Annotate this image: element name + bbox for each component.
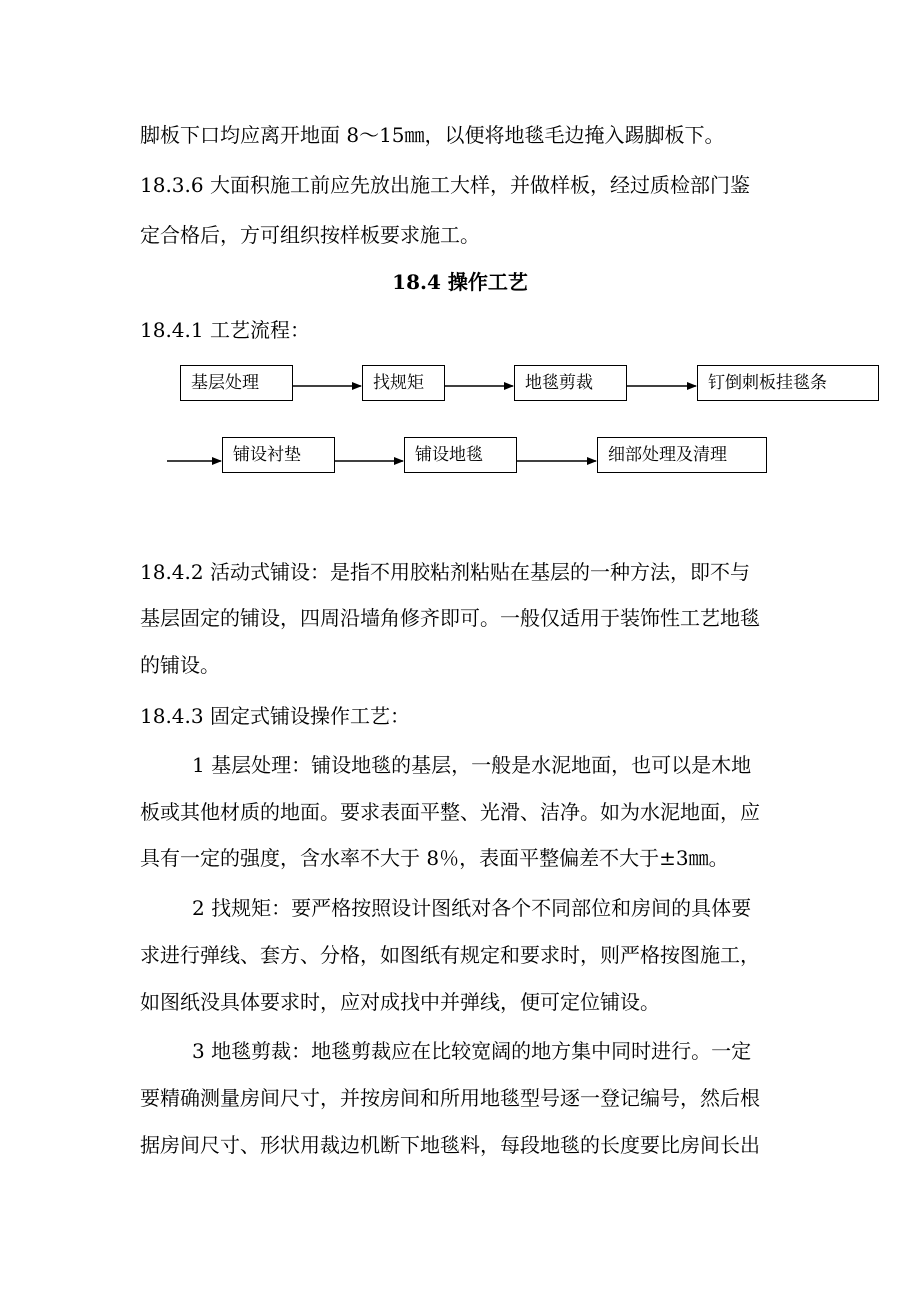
paragraph-line: 求进行弹线、套方、分格，如图纸有规定和要求时，则严格按图施工， [140, 943, 760, 967]
paragraph-line: 基层固定的铺设，四周沿墙角修齐即可。一般仅适用于装饰性工艺地毯 [140, 606, 760, 630]
flow-step-base-treatment: 基层处理 [180, 365, 293, 401]
item-3-line: 3 地毯剪裁：地毯剪裁应在比较宽阔的地方集中同时进行。一定 [192, 1039, 752, 1063]
item-1-line: 1 基层处理：铺设地毯的基层，一般是水泥地面，也可以是木地 [192, 753, 752, 777]
flow-step-layout: 找规矩 [362, 365, 445, 401]
section-heading-18-4: 18.4 操作工艺 [392, 270, 528, 294]
paragraph-line: 的铺设。 [140, 653, 220, 677]
flow-step-gripper-strip: 钉倒刺板挂毯条 [697, 365, 879, 401]
flow-step-underlay: 铺设衬垫 [222, 437, 335, 473]
paragraph-line: 脚板下口均应离开地面 8～15㎜，以便将地毯毛边掩入踢脚板下。 [140, 123, 725, 147]
flow-step-detail-cleanup: 细部处理及清理 [597, 437, 767, 473]
section-18-4-2-line: 18.4.2 活动式铺设：是指不用胶粘剂粘贴在基层的一种方法，即不与 [140, 560, 750, 584]
paragraph-line: 要精确测量房间尺寸，并按房间和所用地毯型号逐一登记编号，然后根 [140, 1086, 760, 1110]
section-18-3-6-line: 18.3.6 大面积施工前应先放出施工大样，并做样板，经过质检部门鉴 [140, 173, 750, 197]
paragraph-line: 具有一定的强度，含水率不大于 8％，表面平整偏差不大于±3㎜。 [140, 846, 729, 870]
flow-step-carpet-laying: 铺设地毯 [404, 437, 517, 473]
paragraph-line: 据房间尺寸、形状用裁边机断下地毯料，每段地毯的长度要比房间长出 [140, 1133, 760, 1157]
item-2-line: 2 找规矩：要严格按照设计图纸对各个不同部位和房间的具体要 [192, 896, 752, 920]
paragraph-line: 如图纸没具体要求时，应对成找中并弹线，便可定位铺设。 [140, 990, 660, 1014]
section-18-4-1-line: 18.4.1 工艺流程： [140, 318, 310, 342]
flow-step-carpet-cutting: 地毯剪裁 [514, 365, 627, 401]
paragraph-line: 板或其他材质的地面。要求表面平整、光滑、洁净。如为水泥地面，应 [140, 800, 760, 824]
paragraph-line: 定合格后，方可组织按样板要求施工。 [140, 223, 480, 247]
section-18-4-3-line: 18.4.3 固定式铺设操作工艺： [140, 704, 410, 728]
